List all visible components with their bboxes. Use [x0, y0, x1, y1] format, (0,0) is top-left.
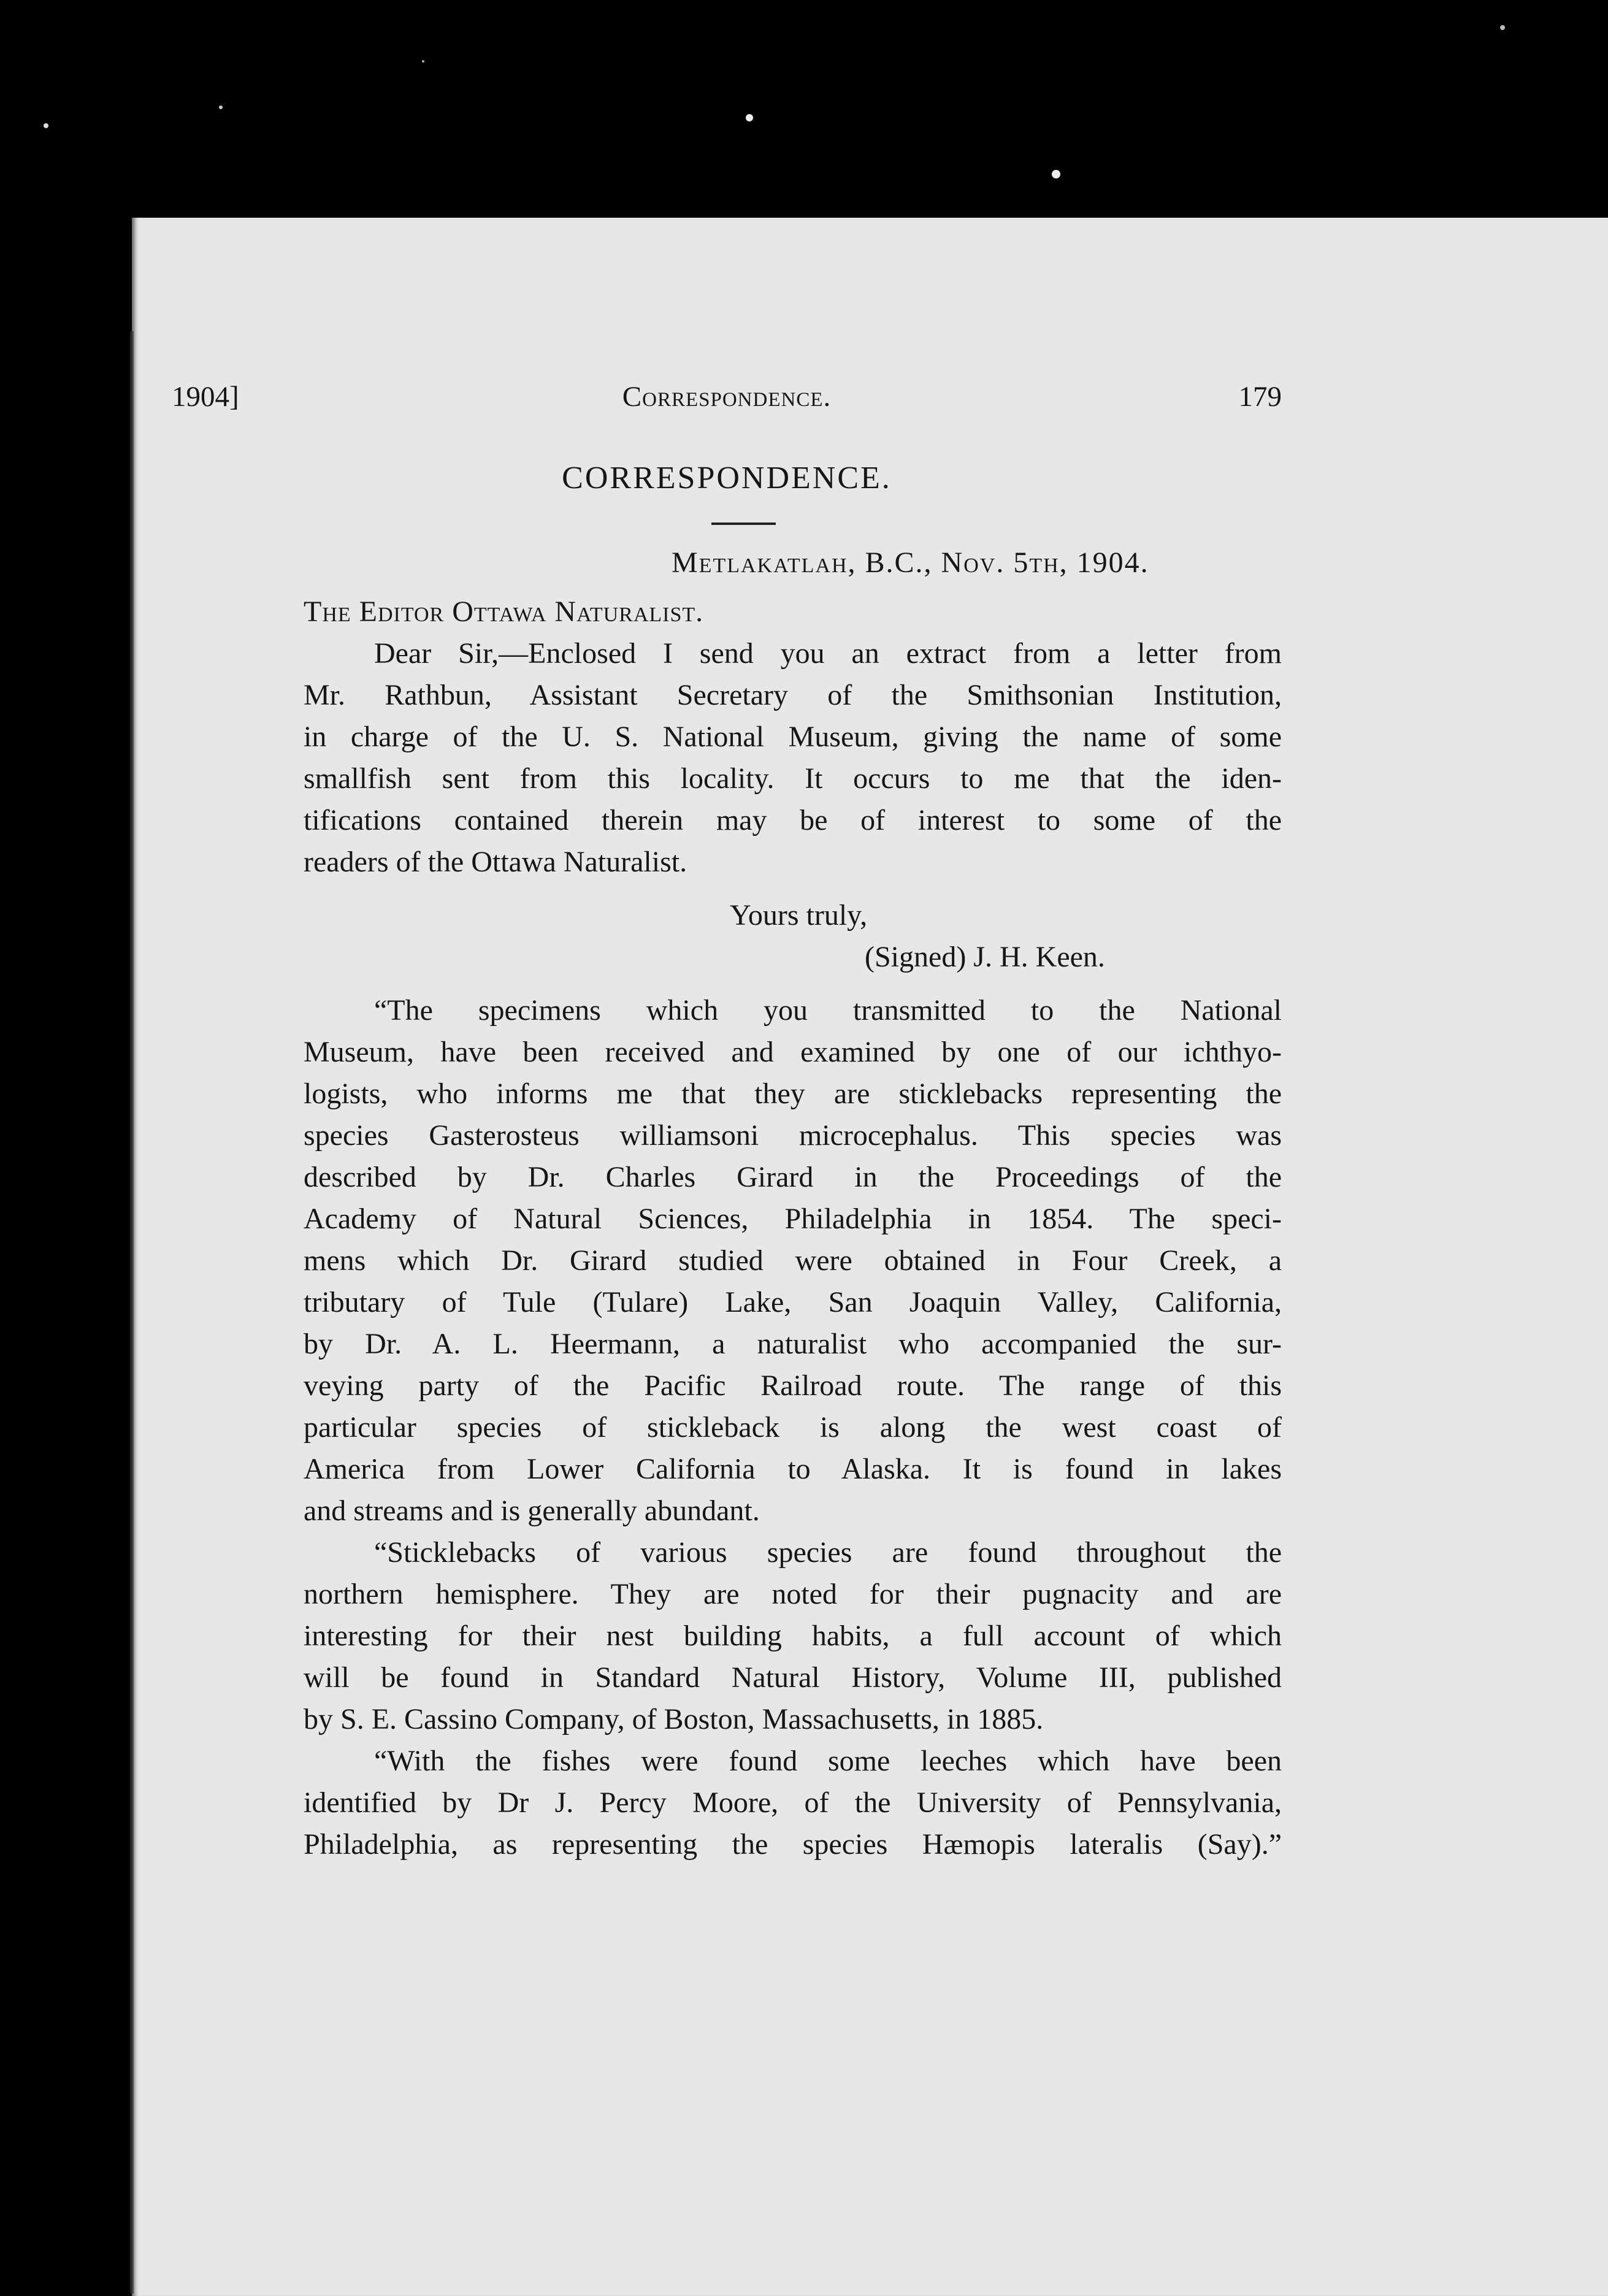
- letter-line: smallfish sent from this locality. It occurs to me that the iden-: [304, 762, 1282, 795]
- extract-line: interesting for their nest building habits, a full account of which: [304, 1620, 1282, 1652]
- extract-line: and streams and is generally abundant.: [304, 1494, 760, 1527]
- extract-line: “The specimens which you transmitted to the National: [374, 994, 1282, 1027]
- letter-line: Mr. Rathbun, Assistant Secretary of the Smithsonian Institution,: [304, 679, 1282, 711]
- letter-line: Dear Sir,—Enclosed I send you an extract from a letter from: [374, 637, 1282, 670]
- extract-line: Museum, have been received and examined by one of our ichthyo-: [304, 1036, 1282, 1068]
- extract-line: Philadelphia, as representing the species Hæmopis lateralis (Say).”: [304, 1828, 1282, 1861]
- extract-line: “Sticklebacks of various species are found throughout the: [374, 1536, 1282, 1569]
- extract-line: Academy of Natural Sciences, Philadelphia in 1854. The speci-: [304, 1203, 1282, 1235]
- page-title: CORRESPONDENCE.: [562, 461, 892, 496]
- extract-line: by Dr. A. L. Heermann, a naturalist who accompanied the sur-: [304, 1328, 1282, 1360]
- page-gutter-edge: [130, 331, 134, 2294]
- extract-line: described by Dr. Charles Girard in the Proceedings of the: [304, 1161, 1282, 1193]
- extract-line: tributary of Tule (Tulare) Lake, San Joaquin Valley, California,: [304, 1286, 1282, 1318]
- extract-line: veying party of the Pacific Railroad route. The range of this: [304, 1369, 1282, 1402]
- extract-line: logists, who informs me that they are sticklebacks representing the: [304, 1077, 1282, 1110]
- running-head-year: 1904]: [172, 381, 239, 413]
- page-number: 179: [1238, 381, 1282, 413]
- closing: Yours truly,: [730, 899, 868, 932]
- salutation-to: The Editor Ottawa Naturalist.: [304, 595, 704, 628]
- scan-specks: [0, 0, 1608, 233]
- extract-line: mens which Dr. Girard studied were obtained in Four Creek, a: [304, 1244, 1282, 1277]
- extract-line: identified by Dr J. Percy Moore, of the University of Pennsylvania,: [304, 1786, 1282, 1819]
- extract-line: will be found in Standard Natural History, Volume III, published: [304, 1661, 1282, 1694]
- dateline: Metlakatlah, B.C., Nov. 5th, 1904.: [672, 546, 1149, 579]
- extract-line: “With the fishes were found some leeches which have been: [374, 1745, 1282, 1777]
- letter-line: readers of the Ottawa Naturalist.: [304, 846, 687, 878]
- running-head-title: Correspondence.: [622, 381, 832, 413]
- extract-line: America from Lower California to Alaska. It is found in lakes: [304, 1453, 1282, 1485]
- running-head: [172, 380, 1282, 429]
- extract-line: particular species of stickleback is along the west coast of: [304, 1411, 1282, 1444]
- extract-line: northern hemisphere. They are noted for their pugnacity and are: [304, 1578, 1282, 1610]
- letter-line: tifications contained therein may be of interest to some of the: [304, 804, 1282, 836]
- extract-line: species Gasterosteus williamsoni microcephalus. This species was: [304, 1119, 1282, 1152]
- title-rule: [711, 522, 776, 525]
- extract-line: by S. E. Cassino Company, of Boston, Massachusetts, in 1885.: [304, 1703, 1044, 1735]
- signature: (Signed) J. H. Keen.: [865, 941, 1105, 973]
- letter-line: in charge of the U. S. National Museum, giving the name of some: [304, 721, 1282, 753]
